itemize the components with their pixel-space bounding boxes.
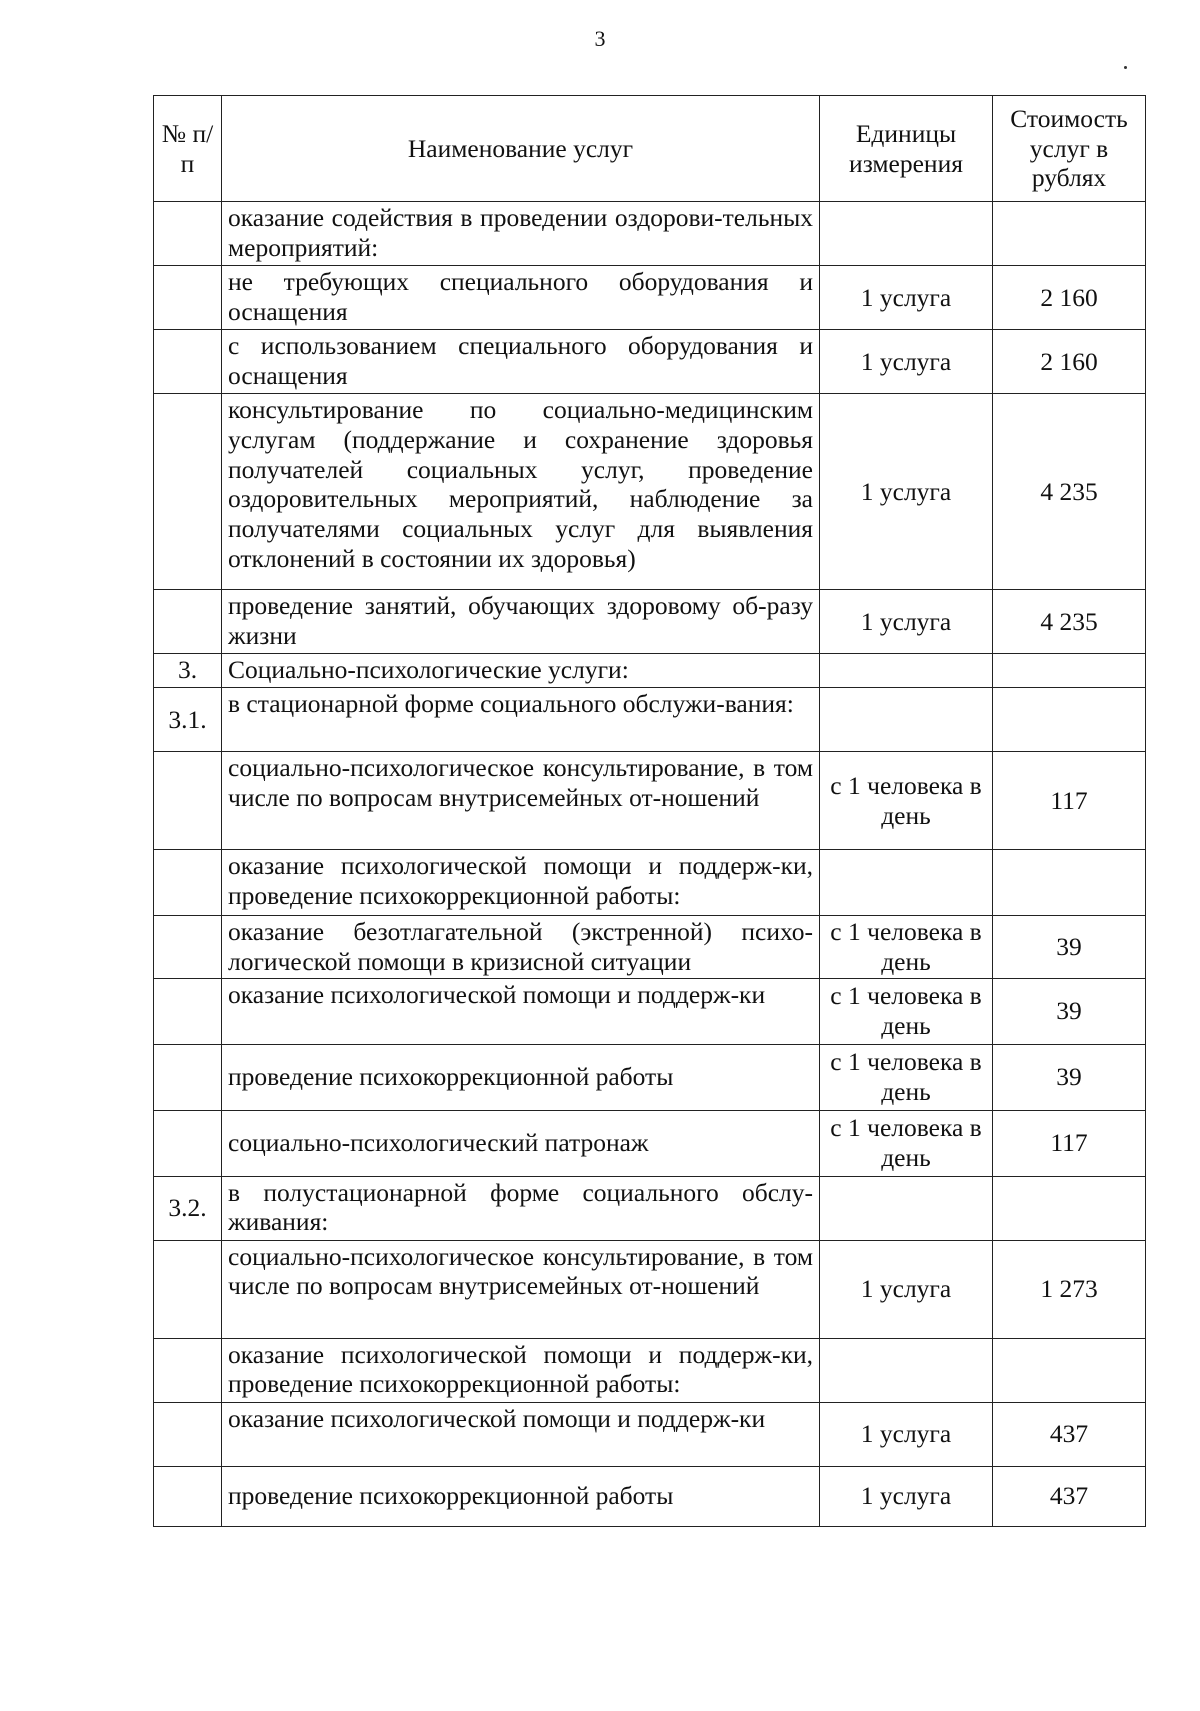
table-row [154, 978, 1146, 1044]
table-row [154, 330, 1146, 394]
row-num: 3.2. [154, 1176, 222, 1240]
table-row [154, 1110, 1146, 1176]
services-price-table [153, 95, 1146, 1527]
service-cost: 437 [993, 1466, 1146, 1526]
service-name: социально-психологическое консультирование, в том числе по вопросам внутрисемейных от-ношений [222, 752, 820, 850]
service-unit: 1 услуга [820, 590, 993, 654]
table-row [154, 202, 1146, 266]
service-name: социально-психологическое консультирование, в том числе по вопросам внутрисемейных от-ношений [222, 1240, 820, 1338]
service-name: проведение психокоррекционной работы [222, 1044, 820, 1110]
service-unit: 1 услуга [820, 1466, 993, 1526]
table-row [154, 394, 1146, 590]
service-cost: 437 [993, 1402, 1146, 1466]
service-name: не требующих специального оборудования и оснащения [222, 266, 820, 330]
service-cost: 117 [993, 1110, 1146, 1176]
table-row [154, 1402, 1146, 1466]
row-num [154, 394, 222, 590]
service-unit: с 1 человека в день [820, 1044, 993, 1110]
service-name: оказание психологической помощи и поддерж-ки, проведение психокоррекционной работы: [222, 1338, 820, 1402]
table-row [154, 1466, 1146, 1526]
service-unit: с 1 человека в день [820, 978, 993, 1044]
table-row [154, 654, 1146, 688]
service-name: социально-психологический патронаж [222, 1110, 820, 1176]
row-num [154, 590, 222, 654]
service-cost: 1 273 [993, 1240, 1146, 1338]
row-num [154, 1240, 222, 1338]
table-row [154, 1176, 1146, 1240]
header-cost: Стоимость услуг в рублях [993, 96, 1146, 202]
service-unit: 1 услуга [820, 330, 993, 394]
service-cost: 39 [993, 916, 1146, 979]
service-name: оказание содействия в проведении оздорови-тельных мероприятий: [222, 202, 820, 266]
service-cost: 2 160 [993, 330, 1146, 394]
service-cost: 39 [993, 1044, 1146, 1110]
service-name: проведение психокоррекционной работы [222, 1466, 820, 1526]
service-unit: 1 услуга [820, 1240, 993, 1338]
header-row [154, 96, 1146, 202]
table-row [154, 688, 1146, 752]
row-num [154, 978, 222, 1044]
row-num: 3. [154, 654, 222, 688]
service-name: проведение занятий, обучающих здоровому об-разу жизни [222, 590, 820, 654]
row-num [154, 752, 222, 850]
service-cost: 117 [993, 752, 1146, 850]
service-unit [820, 1338, 993, 1402]
service-cost [993, 1338, 1146, 1402]
row-num [154, 1338, 222, 1402]
service-name: в стационарной форме социального обслужи-вания: [222, 688, 820, 752]
service-unit: с 1 человека в день [820, 1110, 993, 1176]
header-name: Наименование услуг [222, 96, 820, 202]
table-row [154, 916, 1146, 979]
service-unit: 1 услуга [820, 1402, 993, 1466]
table-row [154, 752, 1146, 850]
table-row [154, 1338, 1146, 1402]
service-name: оказание психологической помощи и поддерж-ки [222, 1402, 820, 1466]
table-row [154, 1240, 1146, 1338]
service-unit: 1 услуга [820, 266, 993, 330]
service-cost [993, 850, 1146, 916]
row-num [154, 330, 222, 394]
service-unit: с 1 человека в день [820, 916, 993, 979]
row-num [154, 1044, 222, 1110]
service-cost [993, 688, 1146, 752]
service-name: оказание психологической помощи и поддерж-ки [222, 978, 820, 1044]
header-unit: Единицы измерения [820, 96, 993, 202]
table-body [154, 202, 1146, 1527]
service-name: оказание психологической помощи и поддерж-ки, проведение психокоррекционной работы: [222, 850, 820, 916]
scan-speck [1124, 66, 1127, 69]
table-header [154, 96, 1146, 202]
row-num [154, 266, 222, 330]
table-row [154, 850, 1146, 916]
service-name: в полустационарной форме социального обслу-живания: [222, 1176, 820, 1240]
service-unit [820, 654, 993, 688]
service-name: оказание безотлагательной (экстренной) психо-логической помощи в кризисной ситуации [222, 916, 820, 979]
service-cost [993, 654, 1146, 688]
header-num: № п/п [154, 96, 222, 202]
service-cost [993, 202, 1146, 266]
service-name: Социально-психологические услуги: [222, 654, 820, 688]
service-unit [820, 688, 993, 752]
service-cost [993, 1176, 1146, 1240]
service-unit [820, 1176, 993, 1240]
service-cost: 4 235 [993, 394, 1146, 590]
table-row [154, 266, 1146, 330]
table-row [154, 590, 1146, 654]
row-num [154, 202, 222, 266]
service-name: консультирование по социально-медицинским услугам (поддержание и сохранение здоровья получателей социальных услуг, проведение оздоровительных мероприятий, наблюдение за получателями социальных услуг для выявления отклонений в состоянии их здоровья) [222, 394, 820, 590]
service-unit [820, 850, 993, 916]
row-num [154, 1402, 222, 1466]
page-number: 3 [594, 26, 606, 51]
row-num [154, 1110, 222, 1176]
row-num [154, 850, 222, 916]
service-unit [820, 202, 993, 266]
service-cost: 4 235 [993, 590, 1146, 654]
service-cost: 2 160 [993, 266, 1146, 330]
table-row [154, 1044, 1146, 1110]
service-unit: 1 услуга [820, 394, 993, 590]
service-cost: 39 [993, 978, 1146, 1044]
row-num [154, 1466, 222, 1526]
service-name: с использованием специального оборудования и оснащения [222, 330, 820, 394]
row-num [154, 916, 222, 979]
service-unit: с 1 человека в день [820, 752, 993, 850]
row-num: 3.1. [154, 688, 222, 752]
